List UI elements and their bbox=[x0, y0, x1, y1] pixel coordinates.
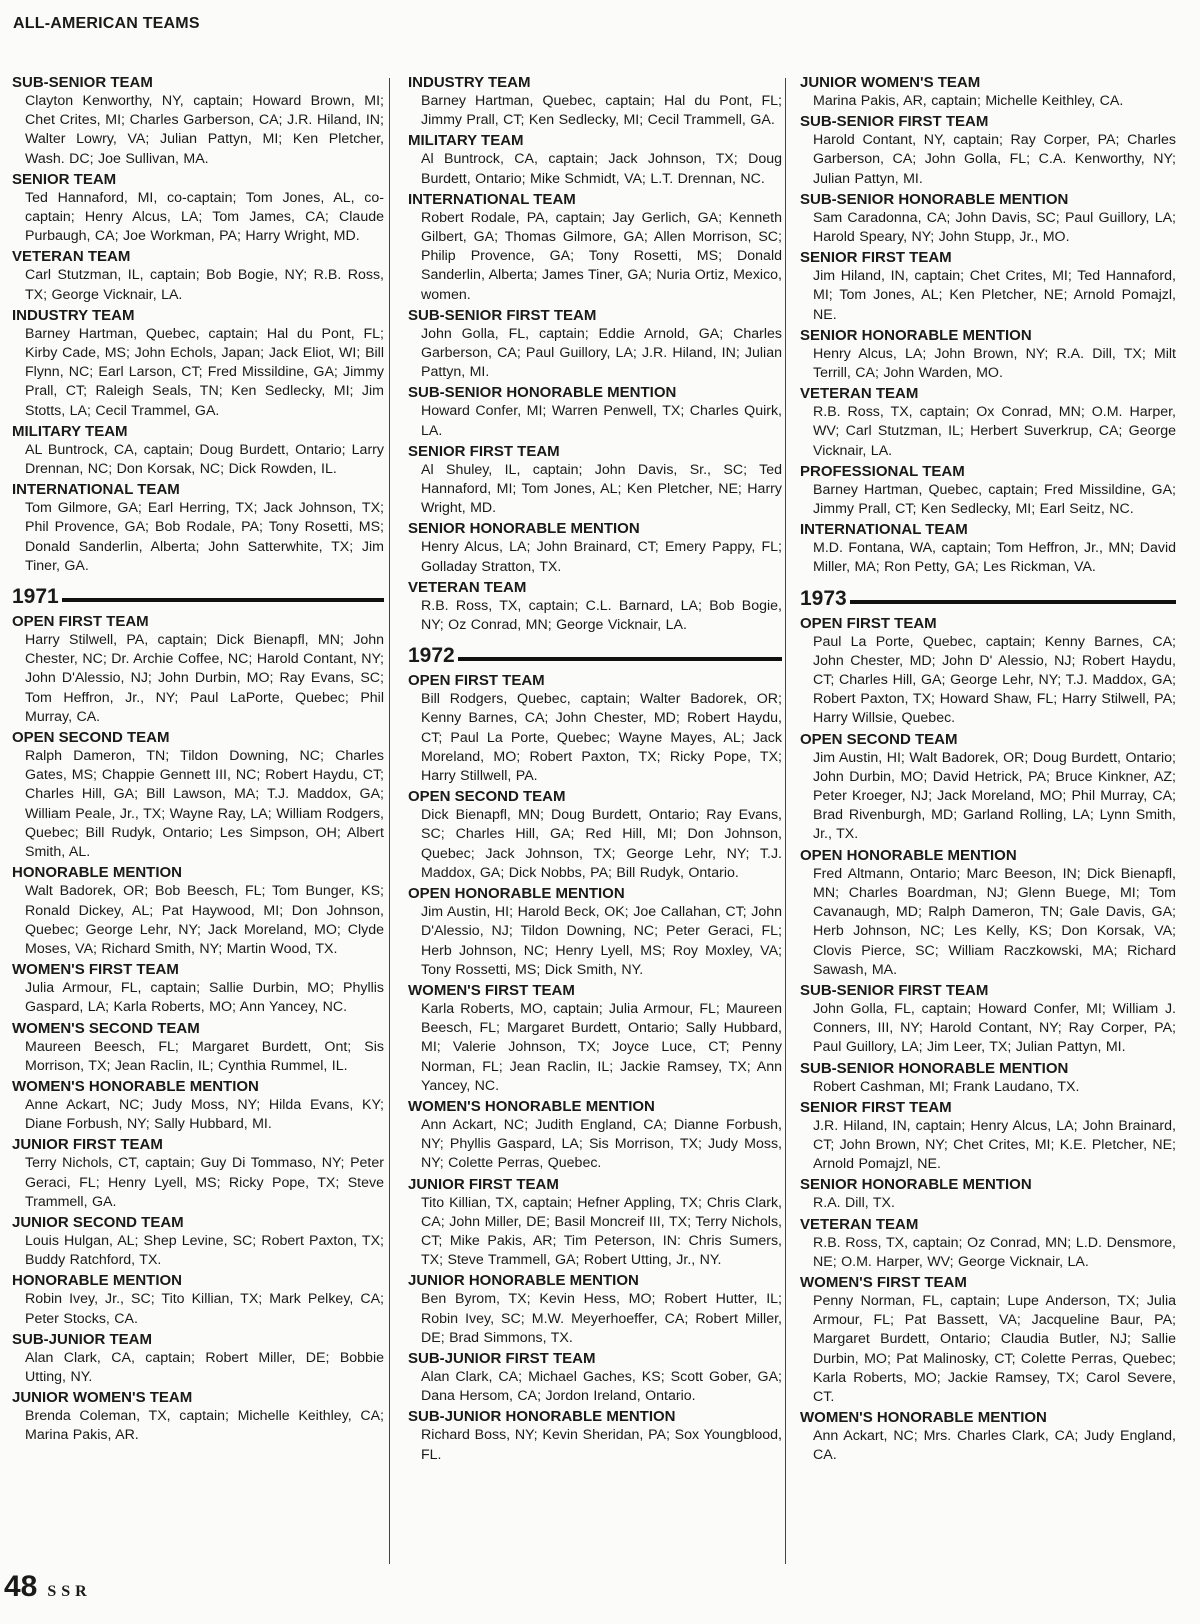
team-heading: MILITARY TEAM bbox=[408, 132, 524, 150]
year-label: 1973 bbox=[800, 586, 847, 610]
team-members: Maureen Beesch, FL; Margaret Burdett, Ont; Sis Morrison, TX; Jean Raclin, IL; Cynthia Rummel, IL. bbox=[25, 1038, 384, 1074]
team-heading: WOMEN'S FIRST TEAM bbox=[800, 1273, 967, 1291]
team-heading: VETERAN TEAM bbox=[408, 578, 527, 596]
team-section bbox=[408, 671, 782, 786]
team-heading: OPEN SECOND TEAM bbox=[408, 788, 566, 806]
column-2 bbox=[408, 72, 782, 1465]
team-heading: WOMEN'S FIRST TEAM bbox=[12, 961, 179, 979]
team-heading: SUB-JUNIOR FIRST TEAM bbox=[408, 1349, 596, 1367]
team-heading: JUNIOR SECOND TEAM bbox=[12, 1213, 184, 1231]
team-section bbox=[408, 1349, 782, 1406]
team-members: R.A. Dill, TX. bbox=[813, 1195, 895, 1212]
team-members: Louis Hulgan, AL; Shep Levine, SC; Robert Paxton, TX; Buddy Ratchford, TX. bbox=[25, 1232, 384, 1269]
column-divider bbox=[389, 78, 390, 1564]
team-members: Ted Hannaford, MI, co-captain; Tom Jones, AL, co-captain; Henry Alcus, LA; Tom James, CA; Claude Purbaugh, CA; Joe Workman, PA; Harry Wright, MD. bbox=[25, 189, 384, 245]
team-section bbox=[12, 73, 384, 169]
team-heading: MILITARY TEAM bbox=[12, 422, 128, 440]
team-members: Howard Confer, MI; Warren Penwell, TX; Charles Quirk, LA. bbox=[421, 403, 782, 439]
team-section bbox=[12, 1330, 384, 1387]
team-heading: SUB-JUNIOR TEAM bbox=[12, 1330, 153, 1348]
team-members: Bill Rodgers, Quebec, captain; Walter Badorek, OR; Kenny Barnes, CA; John Chester, MD; Robert Haydu, CT; Paul La Porte, Quebec; Wayne Mayes, AL; Jack Moreland, MO; Robert Paxton, TX; Ricky Pope, TX; Harry Stillwell, PA. bbox=[421, 691, 782, 785]
team-members: Richard Boss, NY; Kevin Sheridan, PA; Sox Youngblood, FL. bbox=[421, 1427, 782, 1463]
team-section bbox=[408, 442, 782, 519]
team-section bbox=[800, 846, 1176, 980]
team-heading: SUB-JUNIOR HONORABLE MENTION bbox=[408, 1408, 676, 1426]
team-heading: SUB-SENIOR FIRST TEAM bbox=[800, 113, 989, 131]
team-section bbox=[12, 1271, 384, 1328]
team-members: Clayton Kenworthy, NY, captain; Howard Brown, MI; Chet Crites, MI; Charles Garberson, CA; J.R. Hiland, IN; Walter Lowry, VA; Julian Pattyn, MI; Ken Pletcher, Wash. DC; Joe Sullivan, MA. bbox=[25, 93, 384, 167]
team-section bbox=[408, 578, 782, 635]
team-section bbox=[800, 462, 1176, 519]
team-section bbox=[12, 1388, 384, 1445]
team-section bbox=[800, 730, 1176, 845]
team-heading: SENIOR HONORABLE MENTION bbox=[800, 1176, 1032, 1194]
year-rule bbox=[62, 598, 384, 602]
column-3 bbox=[800, 72, 1176, 1466]
team-heading: VETERAN TEAM bbox=[800, 1215, 919, 1233]
team-section bbox=[12, 306, 384, 421]
team-members: Marina Pakis, AR, captain; Michelle Keithley, CA. bbox=[813, 93, 1124, 109]
team-members: Carl Stutzman, IL, captain; Bob Bogie, NY; R.B. Ross, TX; George Vicknair, LA. bbox=[25, 267, 384, 303]
team-members: Terry Nichols, CT, captain; Guy Di Tommaso, NY; Peter Geraci, FL; Henry Lyell, MS; Ricky Pope, TX; Steve Trammell, GA. bbox=[25, 1155, 384, 1210]
team-members: R.B. Ross, TX, captain; Ox Conrad, MN; O.M. Harper, WV; Carl Stutzman, IL; Herbert Suverkrup, CA; George Vicknair, LA. bbox=[813, 404, 1176, 459]
page-footer bbox=[4, 1570, 92, 1604]
team-members: Harry Stilwell, PA, captain; Dick Bienapfl, MN; John Chester, NC; Dr. Archie Coffee, NC; Harold Contant, NY; John D'Alessio, NJ; John Durbin, MO; Ray Evans, SC; Tom Heffron, Jr., NY; Paul LaPorte, Quebec; Phil Murray, CA. bbox=[25, 632, 384, 725]
team-section bbox=[408, 1175, 782, 1271]
team-heading: OPEN HONORABLE MENTION bbox=[408, 885, 625, 903]
team-heading: VETERAN TEAM bbox=[12, 248, 131, 266]
team-members: Sam Caradonna, CA; John Davis, SC; Paul Guillory, LA; Harold Speary, NY; John Stupp, Jr., MO. bbox=[813, 209, 1176, 246]
team-members: Henry Alcus, LA; John Brown, NY; R.A. Dill, TX; Milt Terrill, CA; John Warden, MO. bbox=[813, 345, 1176, 382]
team-heading: SUB-SENIOR HONORABLE MENTION bbox=[800, 1059, 1069, 1077]
team-section bbox=[408, 190, 782, 305]
page-number: 48 bbox=[4, 1570, 38, 1603]
team-members: Jim Austin, HI; Harold Beck, OK; Joe Callahan, CT; John D'Alessio, NJ; Tildon Downing, NC; Peter Geraci, FL; Herb Johnson, NC; Henry Lyell, MS; Roy Moxley, VA; Tony Rossetti, MS; Dick Smith, NY. bbox=[421, 904, 782, 978]
team-members: Robert Cashman, MI; Frank Laudano, TX. bbox=[813, 1078, 1080, 1095]
team-section bbox=[408, 981, 782, 1096]
team-members: Tom Gilmore, GA; Earl Herring, TX; Jack Johnson, TX; Phil Provence, GA; Bob Rodale, PA; Tony Rosetti, MS; Donald Sanderlin, Alberta; John Satterwhite, TX; Jim Tiner, GA. bbox=[25, 500, 384, 574]
team-heading: OPEN SECOND TEAM bbox=[12, 729, 170, 747]
team-members: Ralph Dameron, TN; Tildon Downing, NC; Charles Gates, MS; Chappie Gennett III, NC; Robert Haydu, CT; Charles Hill, GA; Bill Lawson, MA; T.J. Maddox, GA; William Peale, Jr., TX; Wayne Ray, LA; William Rodgers, Quebec; Bill Rudyk, Ontario; Les Simpson, OH; Albert Smith, AL. bbox=[25, 748, 384, 861]
team-members: Fred Altmann, Ontario; Marc Beeson, IN; Dick Bienapfl, MN; Charles Boardman, NJ; Glenn Buege, MI; Tom Cavanaugh, MD; Ralph Dameron, TN; Gale Davis, GA; Herb Johnson, NC; Les Kelly, KS; Don Korsak, VA; Clovis Pierce, SC; William Raczkowski, MA; Richard Sawash, MA. bbox=[813, 865, 1176, 978]
team-section bbox=[800, 1175, 1176, 1213]
team-section bbox=[12, 612, 384, 727]
team-section bbox=[408, 383, 782, 440]
team-members: Tito Killian, TX, captain; Hefner Appling, TX; Chris Clark, CA; John Miller, DE; Basil Moncreif III, TX; Terry Nichols, CT; Mike Pakis, AR; Tim Peterson, IN: Chris Sumers, TX; Steve Trammell, GA; Robert Utting, Jr., NY. bbox=[421, 1194, 782, 1269]
team-members: Jim Hiland, IN, captain; Chet Crites, MI; Ted Hannaford, MI; Tom Jones, AL; Ken Pletcher, NE; Arnold Pomajzl, NE. bbox=[813, 268, 1176, 323]
team-heading: SUB-SENIOR HONORABLE MENTION bbox=[800, 190, 1069, 208]
team-heading: WOMEN'S FIRST TEAM bbox=[408, 981, 575, 999]
column-divider bbox=[785, 78, 786, 1564]
team-heading: WOMEN'S HONORABLE MENTION bbox=[408, 1097, 655, 1115]
team-heading: SUB-SENIOR FIRST TEAM bbox=[408, 306, 597, 324]
team-section bbox=[12, 480, 384, 576]
team-section bbox=[800, 520, 1176, 577]
team-members: Alan Clark, CA, captain; Robert Miller, DE; Bobbie Utting, NY. bbox=[25, 1349, 384, 1385]
year-heading bbox=[408, 643, 782, 669]
team-section bbox=[800, 981, 1176, 1058]
team-heading: INTERNATIONAL TEAM bbox=[408, 190, 576, 208]
team-section bbox=[12, 728, 384, 862]
team-members: Paul La Porte, Quebec, captain; Kenny Barnes, CA; John Chester, MD; John D' Alessio, NJ; Robert Haydu, CT; Charles Hill, GA; George Lehr, NY; T.J. Maddox, GA; Robert Paxton, TX; Howard Shaw, FL; Harry Stilwell, PA; Harry Willsie, Quebec. bbox=[813, 633, 1176, 727]
team-heading: SUB-SENIOR FIRST TEAM bbox=[800, 981, 989, 999]
team-members: Ben Byrom, TX; Kevin Hess, MO; Robert Hutter, IL; Robin Ivey, SC; M.W. Meyerhoeffer, CA; Robert Miller, DE; Brad Simmons, TX. bbox=[421, 1291, 782, 1346]
team-members: Dick Bienapfl, MN; Doug Burdett, Ontario; Ray Evans, SC; Charles Hill, GA; Red Hill, MI; Don Johnson, Quebec; Jack Johnson, TX; George Lehr, NY; T.J. Maddox, GA; Dick Nobbs, PA; Bill Rudyk, Ontario. bbox=[421, 807, 782, 881]
team-members: R.B. Ross, TX, captain; Oz Conrad, MN; L.D. Densmore, NE; O.M. Harper, WV; George Vicknair, LA. bbox=[813, 1234, 1176, 1270]
team-heading: SENIOR FIRST TEAM bbox=[800, 249, 952, 267]
team-section bbox=[12, 1213, 384, 1270]
team-members: AL Buntrock, CA, captain; Doug Burdett, Ontario; Larry Drennan, NC; Don Korsak, NC; Dick Rowden, IL. bbox=[25, 441, 384, 478]
column-1 bbox=[12, 72, 384, 1446]
year-label: 1971 bbox=[12, 585, 59, 609]
team-members: Anne Ackart, NC; Judy Moss, NY; Hilda Evans, KY; Diane Forbush, NY; Sally Hubbard, MI. bbox=[25, 1096, 384, 1133]
team-section bbox=[800, 614, 1176, 729]
team-heading: HONORABLE MENTION bbox=[12, 864, 182, 882]
team-section bbox=[800, 326, 1176, 383]
team-heading: JUNIOR FIRST TEAM bbox=[12, 1136, 163, 1154]
team-section bbox=[12, 170, 384, 247]
team-heading: OPEN FIRST TEAM bbox=[800, 614, 937, 632]
team-members: Al Buntrock, CA, captain; Jack Johnson, TX; Doug Burdett, Ontario; Mike Schmidt, VA; L.T. Drennan, NC. bbox=[421, 151, 782, 187]
year-rule bbox=[458, 657, 782, 661]
team-heading: SUB-SENIOR HONORABLE MENTION bbox=[408, 384, 677, 402]
team-section bbox=[800, 73, 1176, 111]
team-section bbox=[800, 1408, 1176, 1465]
team-heading: INTERNATIONAL TEAM bbox=[12, 481, 180, 499]
team-section bbox=[408, 787, 782, 883]
team-members: Barney Hartman, Quebec, captain; Fred Missildine, GA; Jimmy Prall, CT; Ken Sedlecky, MI; Earl Seitz, NC. bbox=[813, 481, 1176, 518]
team-section bbox=[408, 1271, 782, 1348]
team-heading: SENIOR FIRST TEAM bbox=[408, 442, 560, 460]
team-heading: JUNIOR HONORABLE MENTION bbox=[408, 1272, 639, 1290]
team-section bbox=[408, 73, 782, 130]
year-heading bbox=[12, 584, 384, 610]
running-head: ALL-AMERICAN TEAMS bbox=[13, 15, 200, 32]
team-section bbox=[408, 306, 782, 383]
team-heading: SENIOR TEAM bbox=[12, 170, 117, 188]
team-section bbox=[800, 1098, 1176, 1175]
team-members: Robin Ivey, Jr., SC; Tito Killian, TX; Mark Pelkey, CA; Peter Stocks, CA. bbox=[25, 1291, 384, 1327]
team-section bbox=[800, 1273, 1176, 1407]
team-section bbox=[12, 422, 384, 479]
team-heading: OPEN SECOND TEAM bbox=[800, 730, 958, 748]
team-section bbox=[408, 131, 782, 188]
team-members: Alan Clark, CA; Michael Gaches, KS; Scott Gober, GA; Dana Hersom, CA; Jordon Ireland, Ontario. bbox=[421, 1368, 782, 1405]
team-heading: JUNIOR WOMEN'S TEAM bbox=[800, 74, 981, 91]
team-members: Ann Ackart, NC; Judith England, CA; Dianne Forbush, NY; Phyllis Gaspard, LA; Sis Morrison, TX; Judy Moss, NY; Colette Perras, Quebec. bbox=[421, 1116, 782, 1172]
team-members: Harold Contant, NY, captain; Ray Corper, PA; Charles Garberson, CA; John Golla, FL; C.A. Kenworthy, NY; Julian Pattyn, MI. bbox=[813, 132, 1176, 187]
team-members: Penny Norman, FL, captain; Lupe Anderson, TX; Julia Armour, FL; Pat Bassett, VA; Jacqueline Baur, PA; Margaret Burdett, Ontario; Claudia Butler, NJ; Sallie Durbin, MO; Pat Malinosky, CT; Colette Perras, Quebec; Karla Roberts, MO; Jackie Ramsey, TX; Carol Severe, CT. bbox=[813, 1292, 1176, 1405]
team-heading: PROFESSIONAL TEAM bbox=[800, 462, 965, 480]
team-members: Barney Hartman, Quebec, captain; Hal du Pont, FL; Jimmy Prall, CT; Ken Sedlecky, MI; Cecil Trammell, GA. bbox=[421, 93, 782, 129]
team-heading: VETERAN TEAM bbox=[800, 385, 919, 403]
team-members: Walt Badorek, OR; Bob Beesch, FL; Tom Bunger, KS; Ronald Dickey, AL; Pat Haywood, MI; Don Johnson, Quebec; George Lehr, NY; Jack Moreland, MO; Clyde Moses, VA; Richard Smith, NY; Martin Wood, TX. bbox=[25, 883, 384, 957]
year-heading bbox=[800, 586, 1176, 612]
team-section bbox=[408, 519, 782, 576]
team-heading: WOMEN'S HONORABLE MENTION bbox=[800, 1409, 1047, 1427]
team-heading: WOMEN'S SECOND TEAM bbox=[12, 1019, 200, 1037]
team-members: Henry Alcus, LA; John Brainard, CT; Emery Pappy, FL; Golladay Stratton, TX. bbox=[421, 539, 782, 575]
team-heading: OPEN FIRST TEAM bbox=[408, 672, 545, 690]
team-section bbox=[800, 1215, 1176, 1272]
team-section bbox=[800, 384, 1176, 461]
team-section bbox=[800, 190, 1176, 247]
team-section bbox=[408, 884, 782, 980]
team-section bbox=[408, 1407, 782, 1464]
team-section bbox=[800, 112, 1176, 189]
team-members: Brenda Coleman, TX, captain; Michelle Keithley, CA; Marina Pakis, AR. bbox=[25, 1408, 384, 1444]
team-heading: WOMEN'S HONORABLE MENTION bbox=[12, 1077, 259, 1095]
team-members: Karla Roberts, MO, captain; Julia Armour, FL; Maureen Beesch, FL; Margaret Burdett, Ontario; Sally Hubbard, MI; Valerie Johnson, TX; Joyce Luce, CT; Penny Norman, FL; Jean Raclin, IL; Jackie Ramsey, TX; Ann Yancey, NC. bbox=[421, 1000, 782, 1094]
team-section bbox=[12, 1135, 384, 1212]
team-members: Jim Austin, HI; Walt Badorek, OR; Doug Burdett, Ontario; John Durbin, MO; David Hetrick, PA; Bruce Kinkner, AZ; Peter Kroeger, NJ; Jack Moreland, MO; Phil Murray, CA; Brad Rivenburgh, MD; Garland Rolling, LA; Lynn Smith, Jr., TX. bbox=[813, 749, 1176, 843]
team-members: Barney Hartman, Quebec, captain; Hal du Pont, FL; Kirby Cade, MS; John Echols, Japan; Jack Eliot, WI; Bill Flynn, NC; Earl Larson, CT; Fred Missildine, GA; Jimmy Prall, CT; Raleigh Seals, TN; Ken Sedlecky, MI; Jim Stotts, LA; Cecil Trammel, GA. bbox=[25, 325, 384, 419]
team-members: Al Shuley, IL, captain; John Davis, Sr., SC; Ted Hannaford, MI; Tom Jones, AL; Ken Pletcher, NE; Harry Wright, MD. bbox=[421, 461, 782, 517]
team-heading: SENIOR FIRST TEAM bbox=[800, 1098, 952, 1116]
team-members: R.B. Ross, TX, captain; C.L. Barnard, LA; Bob Bogie, NY; Oz Conrad, MN; George Vicknair, LA. bbox=[421, 597, 782, 634]
team-section bbox=[800, 1059, 1176, 1097]
team-members: John Golla, FL, captain; Eddie Arnold, GA; Charles Garberson, CA; Paul Guillory, LA; J.R. Hiland, IN; Julian Pattyn, MI. bbox=[421, 325, 782, 381]
team-heading: OPEN FIRST TEAM bbox=[12, 613, 149, 631]
team-heading: JUNIOR FIRST TEAM bbox=[408, 1175, 559, 1193]
team-section bbox=[12, 960, 384, 1017]
team-heading: SENIOR HONORABLE MENTION bbox=[800, 326, 1032, 344]
year-rule bbox=[850, 600, 1176, 604]
team-heading: OPEN HONORABLE MENTION bbox=[800, 846, 1017, 864]
team-section bbox=[12, 863, 384, 959]
team-heading: SUB-SENIOR TEAM bbox=[12, 74, 153, 91]
team-section bbox=[408, 1097, 782, 1174]
team-heading: INTERNATIONAL TEAM bbox=[800, 521, 968, 539]
team-heading: SENIOR HONORABLE MENTION bbox=[408, 520, 640, 538]
team-heading: JUNIOR WOMEN'S TEAM bbox=[12, 1389, 193, 1407]
team-section bbox=[12, 1077, 384, 1134]
team-members: M.D. Fontana, WA, captain; Tom Heffron, Jr., MN; David Miller, MA; Ron Petty, GA; Les Rickman, VA. bbox=[813, 540, 1176, 576]
team-heading: INDUSTRY TEAM bbox=[12, 306, 135, 324]
magazine-name: SSR bbox=[47, 1583, 92, 1600]
team-members: Robert Rodale, PA, captain; Jay Gerlich, GA; Kenneth Gilbert, GA; Thomas Gilmore, GA; Allen Morrison, SC; Philip Provence, GA; Tony Rosetti, MS; Donald Sanderlin, Alberta; James Tiner, GA; Nuria Ortiz, Mexico, women. bbox=[421, 209, 782, 303]
team-section bbox=[800, 248, 1176, 325]
team-heading: HONORABLE MENTION bbox=[12, 1272, 182, 1290]
team-section bbox=[12, 1019, 384, 1076]
year-label: 1972 bbox=[408, 644, 455, 668]
team-section bbox=[12, 247, 384, 304]
team-members: Julia Armour, FL, captain; Sallie Durbin, MO; Phyllis Gaspard, LA; Karla Roberts, MO; Ann Yancey, NC. bbox=[25, 980, 384, 1016]
team-members: Ann Ackart, NC; Mrs. Charles Clark, CA; Judy England, CA. bbox=[813, 1428, 1176, 1464]
team-members: J.R. Hiland, IN, captain; Henry Alcus, LA; John Brainard, CT; John Brown, NY; Chet Crites, MI; K.E. Pletcher, NE; Arnold Pomajzl, NE. bbox=[813, 1117, 1176, 1173]
team-heading: INDUSTRY TEAM bbox=[408, 74, 531, 91]
team-members: John Golla, FL, captain; Howard Confer, MI; William J. Conners, III, NY; Harold Contant, NY; Ray Corper, PA; Paul Guillory, LA; Jim Leer, TX; Julian Pattyn, MI. bbox=[813, 1000, 1176, 1056]
